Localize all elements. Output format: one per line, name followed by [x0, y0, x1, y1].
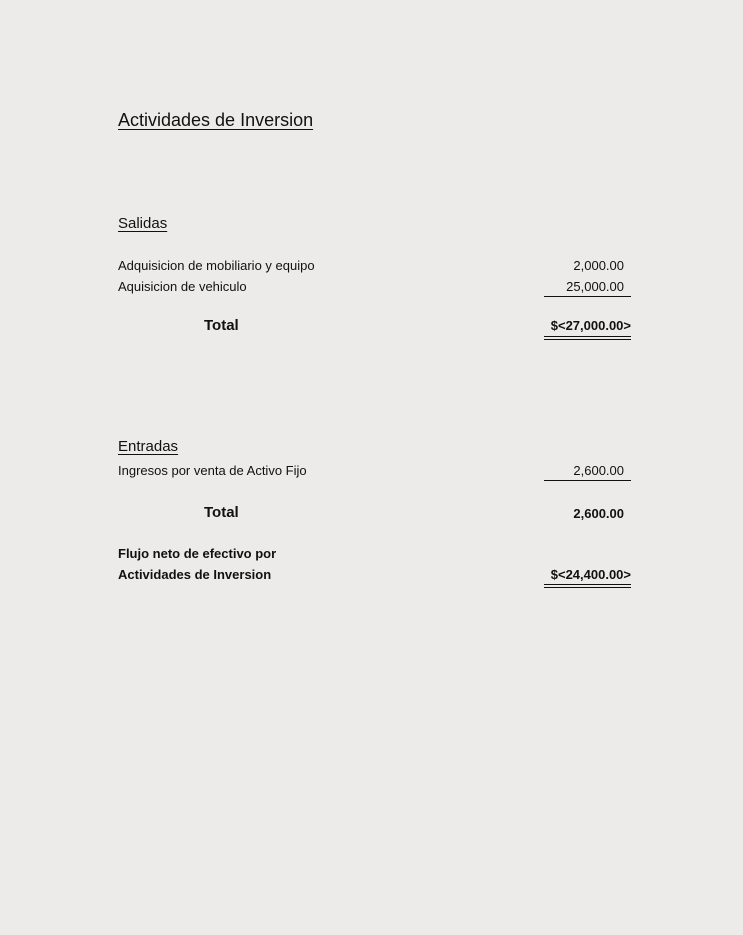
- salidas-item-label: Adquisicion de mobiliario y equipo: [118, 258, 315, 273]
- entradas-total-label: Total: [204, 504, 239, 521]
- salidas-item-amount: 2,000.00: [573, 258, 624, 273]
- entradas-item-amount: 2,600.00: [573, 463, 624, 478]
- subtotal-underline: [544, 480, 631, 481]
- page-title: Actividades de Inversion: [118, 110, 314, 130]
- subtotal-underline: [544, 296, 631, 297]
- total-double-underline: [544, 336, 631, 340]
- salidas-total-amount: $<27,000.00>: [550, 318, 631, 333]
- salidas-heading: Salidas: [118, 215, 168, 232]
- flujo-neto-amount: $<24,400.00>: [550, 567, 631, 582]
- salidas-item-amount: 25,000.00: [566, 279, 624, 294]
- salidas-item-label: Aquisicion de vehiculo: [118, 279, 247, 294]
- entradas-item-label: Ingresos por venta de Activo Fijo: [118, 463, 307, 478]
- entradas-total-amount: 2,600.00: [573, 506, 624, 521]
- net-double-underline: [544, 584, 631, 588]
- entradas-heading: Entradas: [118, 438, 179, 455]
- flujo-neto-label-line2: Actividades de Inversion: [118, 567, 272, 582]
- flujo-neto-label-line1: Flujo neto de efectivo por: [118, 546, 277, 561]
- salidas-total-label: Total: [204, 317, 239, 334]
